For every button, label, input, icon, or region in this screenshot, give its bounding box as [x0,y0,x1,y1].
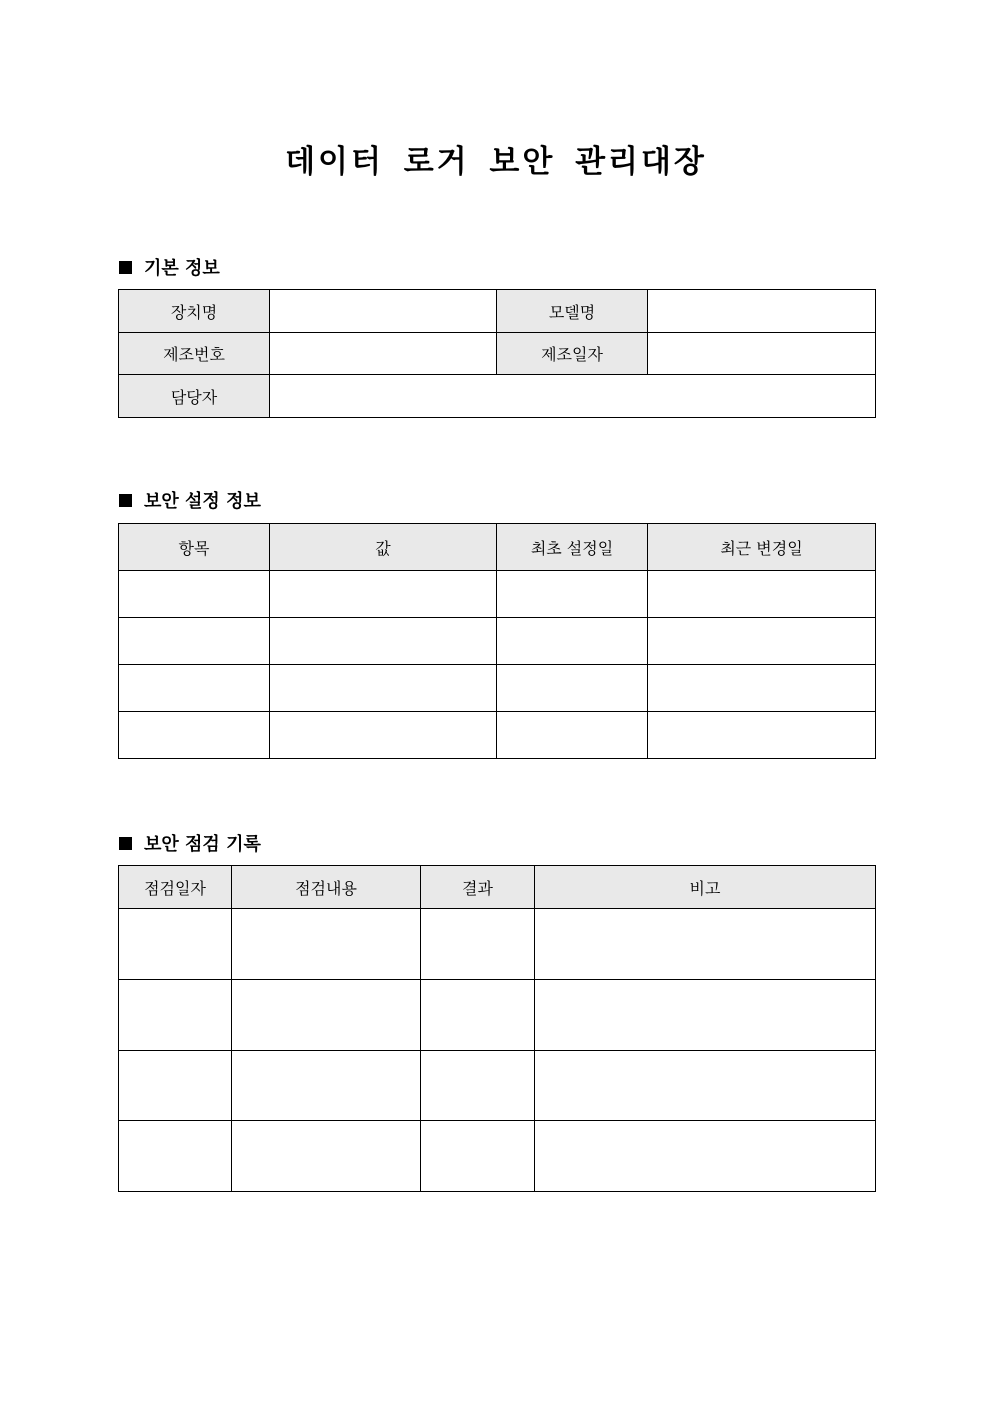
model-name-label: 모델명 [497,290,648,333]
device-name-field[interactable] [270,290,497,333]
column-header: 결과 [421,866,535,909]
column-header: 값 [270,524,497,571]
inspection-log-heading-text: 보안 점검 기록 [144,834,261,855]
security-settings-table [118,523,876,759]
table-cell[interactable] [535,1051,876,1121]
table-cell[interactable] [497,712,648,759]
table-cell[interactable] [270,571,497,618]
table-cell[interactable] [119,980,232,1051]
column-header: 점검일자 [119,866,232,909]
table-cell[interactable] [232,1051,421,1121]
table-cell[interactable] [497,571,648,618]
basic-info-table [118,289,876,418]
table-row [119,665,876,712]
table-cell[interactable] [648,571,876,618]
inspection-log-table [118,865,876,1192]
table-row [119,909,876,980]
table-cell[interactable] [421,1051,535,1121]
square-bullet-icon [119,494,132,507]
table-cell[interactable] [535,980,876,1051]
table-cell[interactable] [421,909,535,980]
table-row [119,712,876,759]
table-row [119,618,876,665]
table-cell[interactable] [119,1051,232,1121]
column-header: 비고 [535,866,876,909]
table-cell[interactable] [119,618,270,665]
table-cell[interactable] [421,980,535,1051]
table-cell[interactable] [232,909,421,980]
table-cell[interactable] [648,618,876,665]
model-name-field[interactable] [648,290,876,333]
table-row [119,980,876,1051]
column-header: 항목 [119,524,270,571]
page-title: 데이터 로거 보안 관리대장 [285,144,707,180]
table-cell[interactable] [497,618,648,665]
basic-info-heading-text: 기본 정보 [144,258,220,279]
serial-number-label: 제조번호 [119,333,270,375]
table-cell[interactable] [535,909,876,980]
square-bullet-icon [119,261,132,274]
basic-info-heading [119,254,220,280]
table-cell[interactable] [421,1121,535,1192]
square-bullet-icon [119,837,132,850]
table-cell[interactable] [119,1121,232,1192]
table-cell[interactable] [648,712,876,759]
manufacture-date-label: 제조일자 [497,333,648,375]
table-cell[interactable] [232,980,421,1051]
table-cell[interactable] [119,909,232,980]
serial-number-field[interactable] [270,333,497,375]
column-header: 최초 설정일 [497,524,648,571]
table-row [119,1121,876,1192]
table-cell[interactable] [232,1121,421,1192]
column-header: 최근 변경일 [648,524,876,571]
table-cell[interactable] [119,712,270,759]
table-row [119,1051,876,1121]
column-header: 점검내용 [232,866,421,909]
manager-label: 담당자 [119,375,270,418]
table-cell[interactable] [119,665,270,712]
table-cell[interactable] [497,665,648,712]
table-row [119,571,876,618]
device-name-label: 장치명 [119,290,270,333]
manufacture-date-field[interactable] [648,333,876,375]
security-settings-heading-text: 보안 설정 정보 [144,491,261,512]
table-cell[interactable] [270,665,497,712]
table-cell[interactable] [535,1121,876,1192]
inspection-log-heading [119,830,261,856]
manager-field[interactable] [270,375,876,418]
table-cell[interactable] [270,618,497,665]
table-cell[interactable] [270,712,497,759]
table-cell[interactable] [648,665,876,712]
security-settings-heading [119,487,261,513]
table-cell[interactable] [119,571,270,618]
